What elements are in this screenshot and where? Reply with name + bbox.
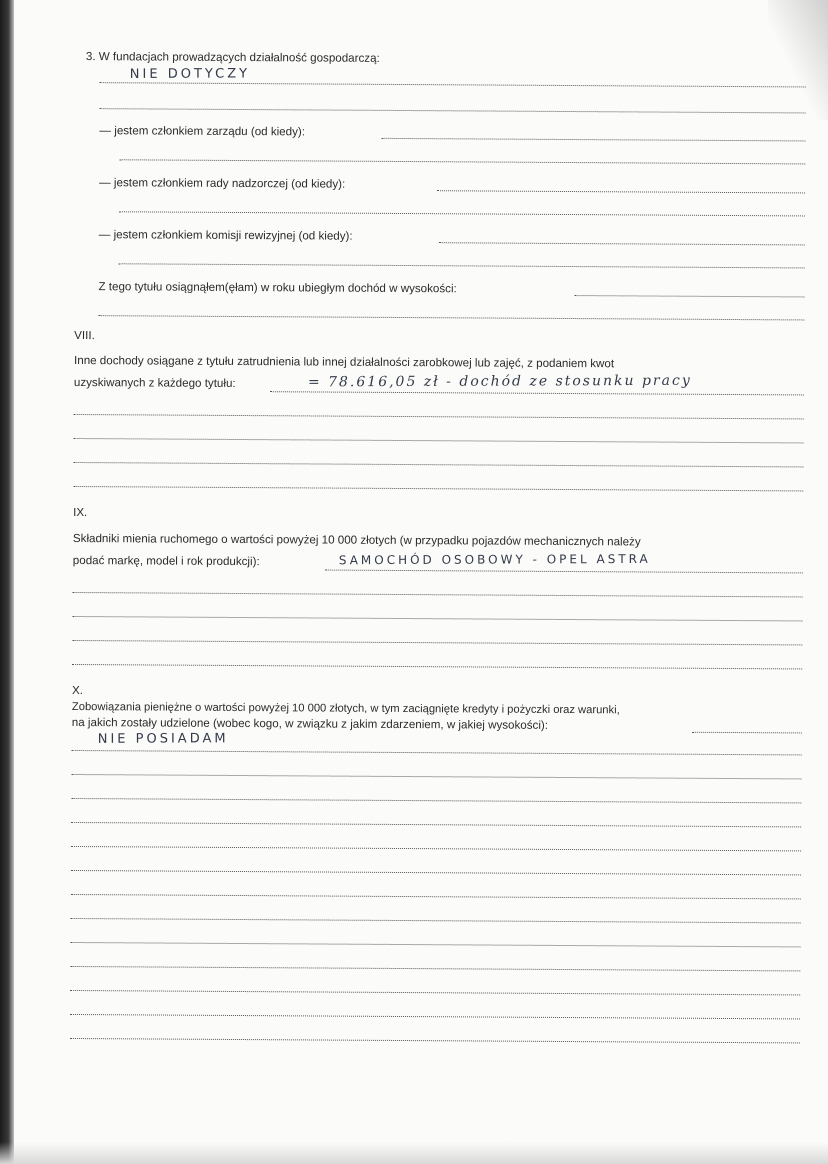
section-viii-answer-line-5	[73, 486, 803, 491]
section-x-answer-line-1	[72, 750, 802, 755]
section-x-answer-line-5	[71, 846, 801, 851]
section-viii-text-line-1: Inne dochody osiągane z tytułu zatrudnienia lub innej działalności zarobkowej lub zajęć, z podaniem kwot	[74, 353, 615, 371]
section-ix-text-line-2: podać markę, model i rok produkcji):	[72, 553, 260, 569]
section-x-answer-line-3	[71, 798, 801, 803]
board-member-line-1	[381, 138, 805, 142]
section-viii-answer-line-3	[74, 438, 804, 443]
section-3-income-line-1	[574, 295, 804, 297]
section-3-heading: 3. W fundacjach prowadzących działalność gospodarczą:	[85, 50, 380, 65]
section-x-answer-line-8	[71, 918, 801, 923]
section-x-answer-line-12	[70, 1014, 800, 1019]
section-viii-answer-line-4	[73, 462, 803, 467]
section-3-answer-line-1	[100, 82, 806, 87]
section-x-answer-line-0	[692, 732, 802, 734]
form-content	[71, 40, 808, 747]
section-x-answer-line-7	[71, 894, 801, 899]
scan-corner-shadow	[768, 0, 828, 120]
section-x-answer-line-10	[70, 966, 800, 971]
section-ix-answer-line-5	[72, 664, 802, 669]
section-viii-text-line-2: uzyskiwanych z każdego tytułu:	[73, 375, 236, 390]
section-x-answer-line-2	[72, 774, 802, 779]
section-ix-answer-line-4	[72, 640, 802, 645]
section-x-answer-line-13	[70, 1038, 800, 1043]
section-x-answer-line-4	[71, 822, 801, 827]
section-3-income-line-2	[98, 315, 804, 320]
section-x-numeral: X.	[71, 683, 84, 698]
section-ix-text-line-1: Składniki mienia ruchomego o wartości powyżej 10 000 złotych (w przypadku pojazdów mechanicznych należy	[72, 531, 641, 549]
section-viii-answer-line-1	[270, 391, 804, 395]
section-ix-answer-line-1	[325, 570, 803, 574]
section-3-answer-line-2	[100, 108, 806, 113]
section-viii-answer-line-2	[74, 414, 804, 419]
section-x-answer-line-6	[71, 870, 801, 875]
audit-committee-label: — jestem członkiem komisji rewizyjnej (od kiedy):	[98, 228, 353, 243]
supervisory-board-line-2	[119, 211, 805, 216]
audit-committee-line-2	[119, 263, 805, 268]
section-viii-handwritten-answer: = 78.616,05 zł - dochód ze stosunku pracy	[307, 372, 692, 391]
board-member-line-2	[119, 159, 805, 164]
scan-edge-shadow	[0, 0, 14, 1164]
section-3-handwritten-answer: NIE DOTYCZY	[129, 66, 251, 82]
section-x-answer-line-9	[70, 942, 800, 947]
section-x-handwritten-answer: NIE POSIADAM	[97, 731, 229, 747]
scan-bottom-shadow	[0, 1142, 828, 1164]
section-ix-numeral: IX.	[73, 505, 88, 520]
section-3-income-label: Z tego tytułu osiągnąłem(ęłam) w roku ubiegłym dochód w wysokości:	[98, 280, 457, 296]
board-member-label: — jestem członkiem zarządu (od kiedy):	[99, 124, 306, 139]
supervisory-board-label: — jestem członkiem rady nadzorczej (od kiedy):	[99, 176, 346, 191]
section-ix-answer-line-3	[72, 616, 802, 621]
section-x-text-line-2: na jakich zostały udzielone (wobec kogo, w związku z jakim zdarzeniem, w jakiej wysokości):	[71, 715, 549, 732]
section-ix-handwritten-answer: SAMOCHÓD OSOBOWY - OPEL ASTRA	[338, 551, 651, 568]
supervisory-board-line-1	[437, 190, 805, 193]
audit-committee-line-1	[439, 242, 805, 245]
section-viii-numeral: VIII.	[74, 328, 95, 343]
section-x-text-line-1: Zobowiązania pieniężne o wartości powyżej 10 000 złotych, w tym zaciągnięte kredyty i pożyczki oraz warunki,	[71, 700, 620, 717]
section-ix-answer-line-2	[73, 592, 803, 597]
section-x-answer-line-11	[70, 990, 800, 995]
